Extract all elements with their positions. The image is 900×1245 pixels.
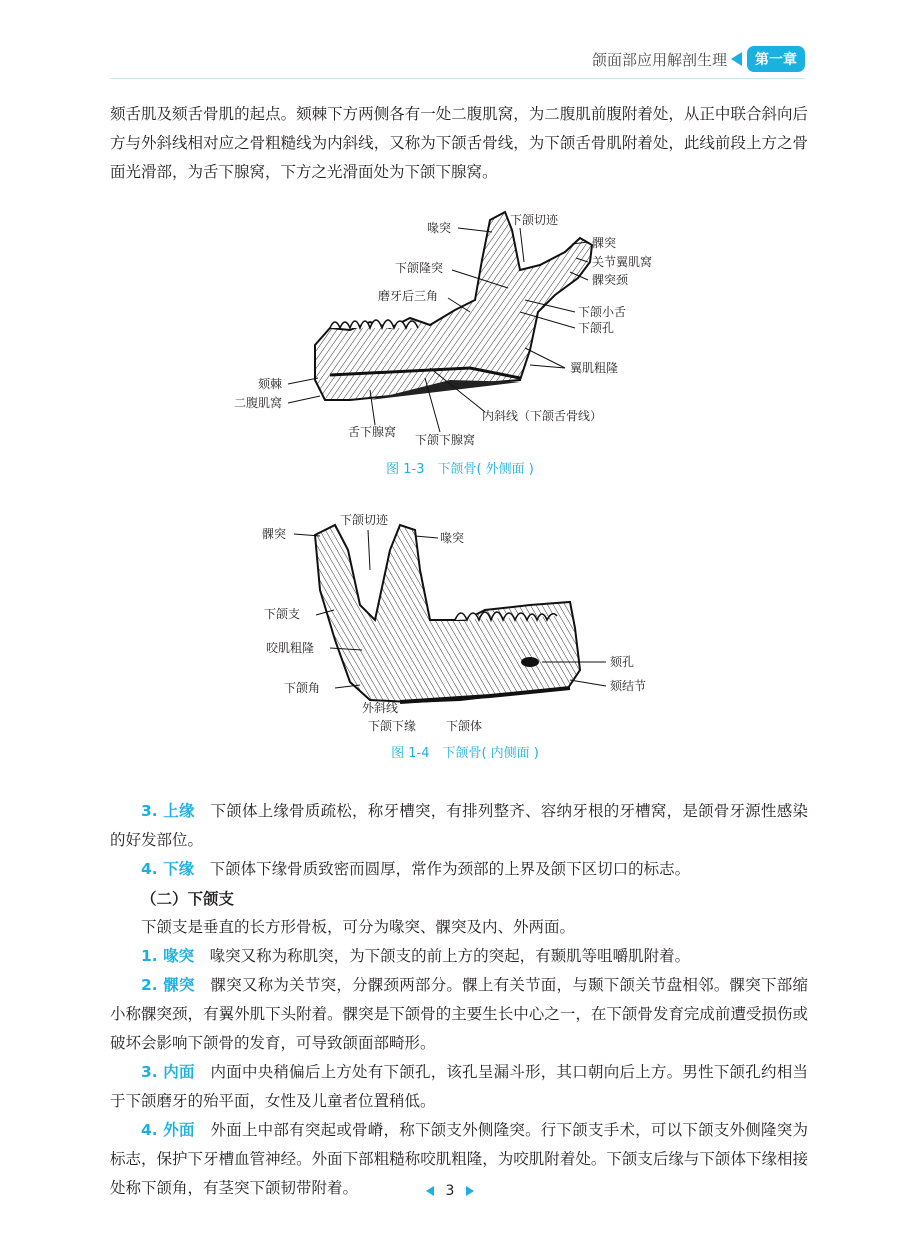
header-divider xyxy=(110,78,805,79)
label-kejiejie: 颏结节 xyxy=(610,679,647,693)
figure-1-3 xyxy=(220,200,700,480)
figure-1-4-caption: 图 1-4 下颌骨( 内侧面 ) xyxy=(391,746,539,761)
section-text: 喙突又称为称肌突，为下颌支的前上方的突起，有颞肌等咀嚼肌附着。 xyxy=(209,947,691,965)
section-kuitu xyxy=(110,971,808,1058)
label-shexia: 舌下腺窝 xyxy=(348,425,397,439)
label-hexia: 下颌下腺窝 xyxy=(415,433,476,447)
label-kuitu-medial: 髁突 xyxy=(262,527,287,541)
label-waixie: 外斜线 xyxy=(362,701,399,715)
label-kejie: 颏棘 xyxy=(258,377,283,391)
label-qieji: 下颌切迹 xyxy=(510,213,559,227)
label-longtu: 下颌隆突 xyxy=(395,261,444,275)
label-kuitu: 髁突 xyxy=(592,236,617,250)
label-xiahezhi: 下颌支 xyxy=(264,607,301,621)
label-xiahekong: 下颌孔 xyxy=(578,321,615,335)
section-xiayuan xyxy=(110,855,808,884)
label-moyahou: 磨牙后三角 xyxy=(378,289,439,303)
figure-1-3-caption: 图 1-3 下颌骨( 外侧面 ) xyxy=(386,462,534,477)
section-number: 4. 外面 xyxy=(141,1121,195,1139)
section-number: 2. 髁突 xyxy=(141,976,195,994)
page-footer xyxy=(0,1183,900,1199)
intro-paragraph: 颏舌肌及颏舌骨肌的起点。颏棘下方两侧各有一处二腹肌窝，为二腹肌前腹附着处，从正中联合斜向后方与外斜线相对应之骨粗糙线为内斜线，又称为下颌舌骨线，为下颌舌骨肌附着处，此线前段上方之骨面光滑部，为舌下腺窝，下方之光滑面处为下颌下腺窝。 xyxy=(110,105,808,181)
section-text: 内面中央稍偏后上方处有下颌孔，该孔呈漏斗形，其口朝向后上方。男性下颌孔约相当于下颌磨牙的殆平面，女性及儿童者位置稍低。 xyxy=(110,1063,808,1110)
label-xiaxiayuan: 下颌下缘 xyxy=(368,719,417,733)
label-huitu-medial: 喙突 xyxy=(440,531,465,545)
label-kuitujing: 髁突颈 xyxy=(592,273,629,287)
section-text: 外面上中部有突起或骨嵴，称下颌支外侧隆突。行下颌支手术，可以下颌支外侧隆突为标志，保护下牙槽血管神经。外面下部粗糙称咬肌粗隆，为咬肌附着处。下颌支后缘与下颌体下缘相接处称下颌角，有茎突下颌韧带附着。 xyxy=(110,1121,808,1197)
previous-page-icon[interactable] xyxy=(426,1186,434,1196)
page-number: 3 xyxy=(445,1183,455,1199)
chapter-badge: 第一章 xyxy=(747,46,805,72)
label-erfu: 二腹肌窝 xyxy=(234,396,283,410)
running-header xyxy=(592,44,805,74)
mandible-lateral-illustration xyxy=(220,200,700,450)
section-neimian xyxy=(110,1058,808,1116)
label-yijiwo: 关节翼肌窝 xyxy=(592,255,653,269)
section-heading-xiahezhi: （二）下颌支 xyxy=(141,889,235,908)
label-qieji-medial: 下颌切迹 xyxy=(340,513,389,527)
section-number: 3. 上缘 xyxy=(141,802,195,820)
section-text: 髁突又称为关节突，分髁颈两部分。髁上有关节面，与颞下颌关节盘相邻。髁突下部缩小称髁突颈，有翼外肌下头附着。髁突是下颌骨的主要生长中心之一，在下颌骨发育完成前遭受损伤或破坏会影响下颌骨的发育，可导致颌面部畸形。 xyxy=(110,976,808,1052)
section-number: 1. 喙突 xyxy=(141,947,195,965)
section-number: 3. 内面 xyxy=(141,1063,195,1081)
label-xiaoshe: 下颌小舌 xyxy=(578,305,627,319)
book-section-title: 颌面部应用解剖生理 xyxy=(591,50,727,69)
paragraph-zhi-intro: 下颌支是垂直的长方形骨板，可分为喙突、髁突及内、外两面。 xyxy=(141,918,576,936)
label-huitu: 喙突 xyxy=(427,221,452,235)
section-text: 下颌体下缘骨质致密而圆厚，常作为颈部的上界及颌下区切口的标志。 xyxy=(209,860,691,878)
label-neixie: 内斜线（下颌舌骨线） xyxy=(482,409,603,423)
label-kekong: 颏孔 xyxy=(610,655,635,669)
label-yijicu: 翼肌粗隆 xyxy=(570,361,619,375)
label-xiahejiao: 下颌角 xyxy=(284,681,321,695)
section-number: 4. 下缘 xyxy=(141,860,195,878)
next-page-icon[interactable] xyxy=(466,1186,474,1196)
section-text: 下颌体上缘骨质疏松，称牙槽突，有排列整齐、容纳牙根的牙槽窝，是颌骨牙源性感染的好发部位。 xyxy=(110,802,808,849)
section-huitu xyxy=(110,942,808,971)
triangle-left-icon xyxy=(731,52,742,66)
mandible-medial-illustration xyxy=(250,510,680,735)
label-xiaheti: 下颌体 xyxy=(446,719,483,733)
label-yaoji: 咬肌粗隆 xyxy=(266,641,315,655)
section-shangyuan xyxy=(110,797,808,855)
figure-1-4 xyxy=(250,510,680,775)
